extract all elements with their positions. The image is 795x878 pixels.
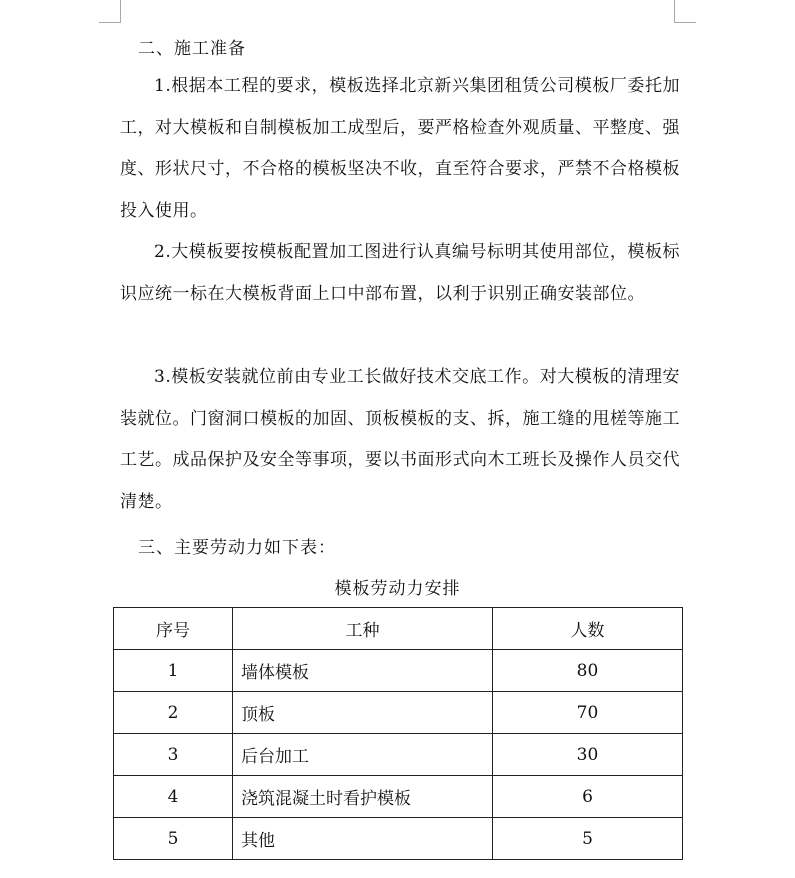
table-row (114, 776, 683, 818)
cell-count: 6 (493, 776, 683, 818)
paragraph-technical-briefing: 3.模板安装就位前由专业工长做好技术交底工作。对大模板的清理安装就位。门窗洞口模板的加固、顶板模板的支、拆，施工缝的甩槎等施工工艺。成品保护及安全等事项，要以书面形式向木工班长及操作人员交代清楚。 (120, 367, 680, 512)
section-heading-construction-prep: 二、施工准备 (138, 39, 246, 59)
table-row (114, 818, 683, 860)
cell-seq: 2 (114, 692, 233, 734)
cell-count: 5 (493, 818, 683, 860)
table-row (114, 692, 683, 734)
cell-trade: 其他 (233, 818, 493, 860)
header-count: 人数 (493, 608, 683, 650)
cell-trade: 后台加工 (233, 734, 493, 776)
cell-count: 80 (493, 650, 683, 692)
header-seq: 序号 (114, 608, 233, 650)
cell-trade: 墙体模板 (233, 650, 493, 692)
cell-seq: 4 (114, 776, 233, 818)
cell-seq: 3 (114, 734, 233, 776)
crop-mark-right-vertical (674, 0, 675, 23)
cell-trade: 顶板 (233, 692, 493, 734)
crop-mark-left-vertical (120, 0, 121, 23)
header-trade: 工种 (233, 608, 493, 650)
table-header-row (114, 608, 683, 650)
cell-trade: 浇筑混凝土时看护模板 (233, 776, 493, 818)
cell-seq: 5 (114, 818, 233, 860)
cell-seq: 1 (114, 650, 233, 692)
crop-mark-right-horizontal (674, 22, 696, 23)
table-row (114, 734, 683, 776)
labor-table (113, 607, 683, 860)
paragraph-formwork-numbering: 2.大模板要按模板配置加工图进行认真编号标明其使用部位，模板标识应统一标在大模板背面上口中部布置，以利于识别正确安装部位。 (120, 242, 680, 304)
paragraph-formwork-procurement: 1.根据本工程的要求，模板选择北京新兴集团租赁公司模板厂委托加工，对大模板和自制模板加工成型后，要严格检查外观质量、平整度、强度、形状尺寸，不合格的模板坚决不收，直至符合要求，严禁不合格模板投入使用。 (120, 76, 680, 221)
crop-mark-left-horizontal (99, 22, 121, 23)
cell-count: 70 (493, 692, 683, 734)
cell-count: 30 (493, 734, 683, 776)
section-heading-labor: 三、主要劳动力如下表： (138, 538, 336, 558)
table-row (114, 650, 683, 692)
table-caption: 模板劳动力安排 (334, 579, 461, 599)
